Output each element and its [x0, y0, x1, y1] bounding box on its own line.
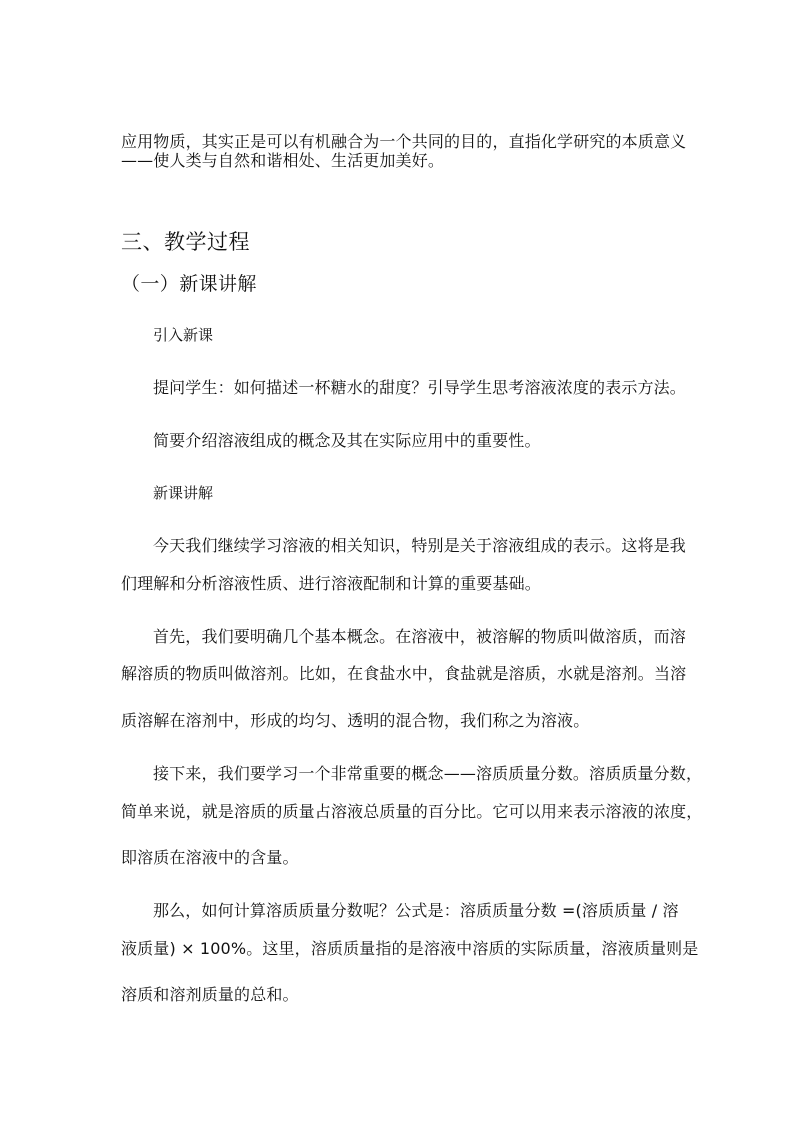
paragraph-1-line-2: 们理解和分析溶液性质、进行溶液配制和计算的重要基础。 [121, 574, 541, 593]
intro-label: 引入新课 [153, 326, 214, 344]
paragraph-2-line-1: 首先，我们要明确几个基本概念。在溶液中，被溶解的物质叫做溶质，而溶 [153, 627, 686, 646]
lecture-label: 新课讲解 [153, 484, 214, 502]
paragraph-2-line-2: 解溶质的物质叫做溶剂。比如，在食盐水中，食盐就是溶质，水就是溶剂。当溶 [121, 664, 687, 683]
paragraph-4-line-3: 溶质和溶剂质量的总和。 [121, 985, 299, 1004]
paragraph-3-line-2: 简单来说，就是溶质的质量占溶液总质量的百分比。它可以用来表示溶液的浓度， [121, 802, 703, 821]
intro-paragraph-line-2: ——使人类与自然和谐相处、生活更加美好。 [121, 151, 445, 170]
paragraph-1-line-1: 今天我们继续学习溶液的相关知识，特别是关于溶液组成的表示。这将是我 [153, 536, 686, 555]
subsection-title: （一）新课讲解 [121, 273, 257, 295]
section-title: 三、教学过程 [121, 230, 250, 254]
paragraph-3-line-1: 接下来，我们要学习一个非常重要的概念——溶质质量分数。溶质质量分数， [153, 764, 703, 783]
intro-item-2: 简要介绍溶液组成的概念及其在实际应用中的重要性。 [153, 431, 541, 450]
paragraph-4-line-1: 那么，如何计算溶质质量分数呢？公式是：溶质质量分数 =(溶质质量 / 溶 [153, 901, 679, 920]
intro-item-1: 提问学生：如何描述一杯糖水的甜度？引导学生思考溶液浓度的表示方法。 [153, 378, 686, 397]
paragraph-3-line-3: 即溶质在溶液中的含量。 [121, 848, 299, 867]
intro-paragraph-line-1: 应用物质，其实正是可以有机融合为一个共同的目的，直指化学研究的本质意义 [121, 132, 687, 151]
paragraph-2-line-3: 质溶解在溶剂中，形成的均匀、透明的混合物，我们称之为溶液。 [121, 711, 590, 730]
paragraph-4-line-2: 液质量) × 100%。这里，溶质质量指的是溶液中溶质的实际质量，溶液质量则是 [121, 939, 699, 958]
